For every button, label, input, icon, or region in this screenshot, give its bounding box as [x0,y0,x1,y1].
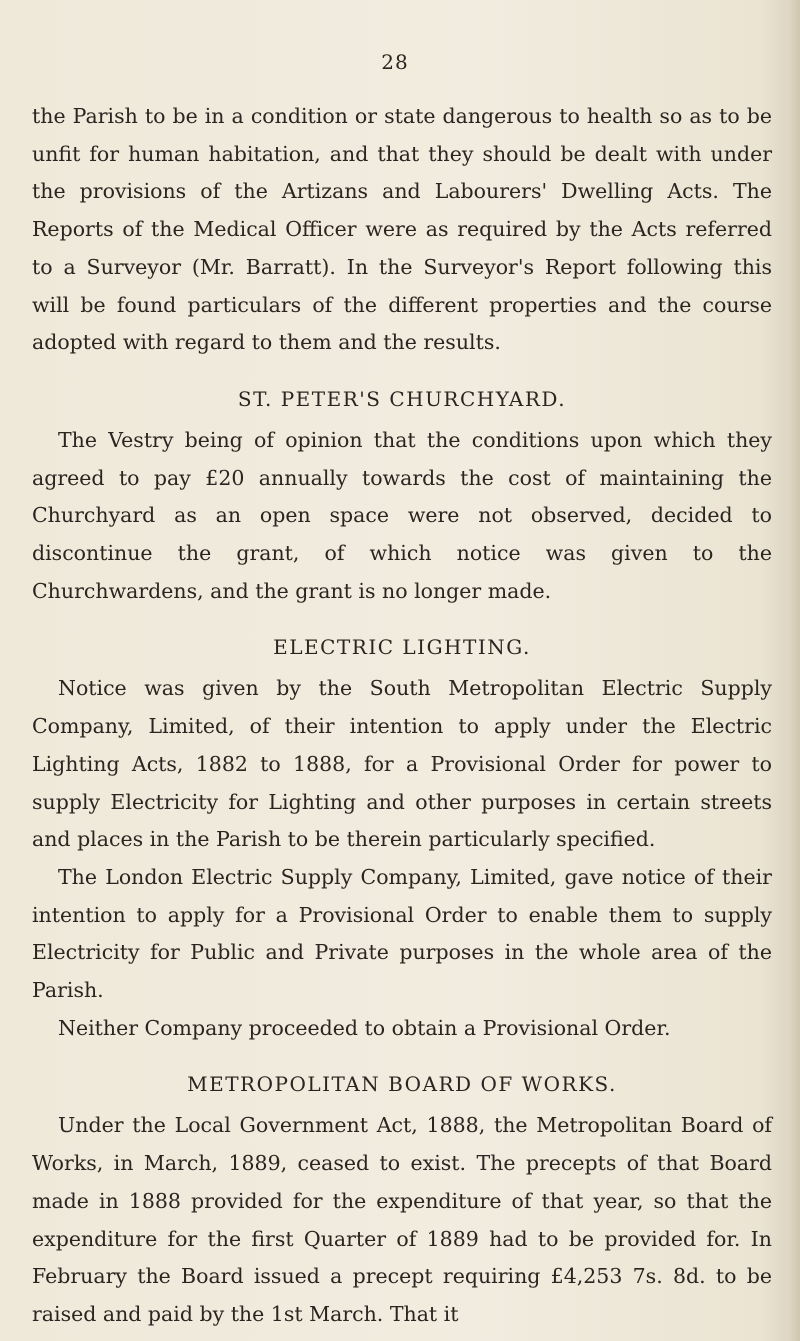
section-heading-st-peters-churchyard: ST. PETER'S CHURCHYARD. [237,386,567,411]
paragraph: The London Electric Supply Company, Limited, gave notice of their intention to apply for a Provisional Order to enable them to supply Electricity for Public and Private purposes in the whole area of the Parish. [32,864,772,1003]
page-edge [786,0,800,1341]
document-body [32,98,772,1334]
paragraph: Neither Company proceeded to obtain a Provisional Order. [58,1015,671,1040]
paragraph: Notice was given by the South Metropolitan Electric Supply Company, Limited, of their intention to apply under the Electric Lighting Acts, 1882 to 1888, for a Provisional Order for power to supply Electricity for Lighting and other purposes in certain streets and places in the Parish to be therein particularly specified. [32,676,772,852]
page-number: 28 [381,50,409,74]
section-heading-metropolitan-board-of-works: METROPOLITAN BOARD OF WORKS. [187,1072,617,1097]
paragraph: The Vestry being of opinion that the conditions upon which they agreed to pay £20 annually towards the cost of maintaining the Churchyard as an open space were not observed, decided to discontinue the grant, of which notice was given to the Churchwardens, and the grant is no longer made. [32,427,772,603]
intro-paragraph: the Parish to be in a condition or state dangerous to health so as to be unfit for human habitation, and that they should be dealt with under the provisions of the Artizans and Labourers' Dwelling Acts. The Reports of the Medical Officer were as required by the Acts referred to a Surveyor (Mr. Barratt). In the Surveyor's Report following this will be found particulars of the different properties and the course adopted with regard to them and the results. [32,104,772,355]
paragraph: Under the Local Government Act, 1888, the Metropolitan Board of Works, in March, 1889, ceased to exist. The precepts of that Board made in 1888 provided for the expenditure of that year, so that the expenditure for the first Quarter of 1889 had to be provided for. In February the Board issued a precept requiring £4,253 7s. 8d. to be raised and paid by the 1st March. That it [32,1113,772,1326]
section-heading-electric-lighting: ELECTRIC LIGHTING. [273,635,531,660]
